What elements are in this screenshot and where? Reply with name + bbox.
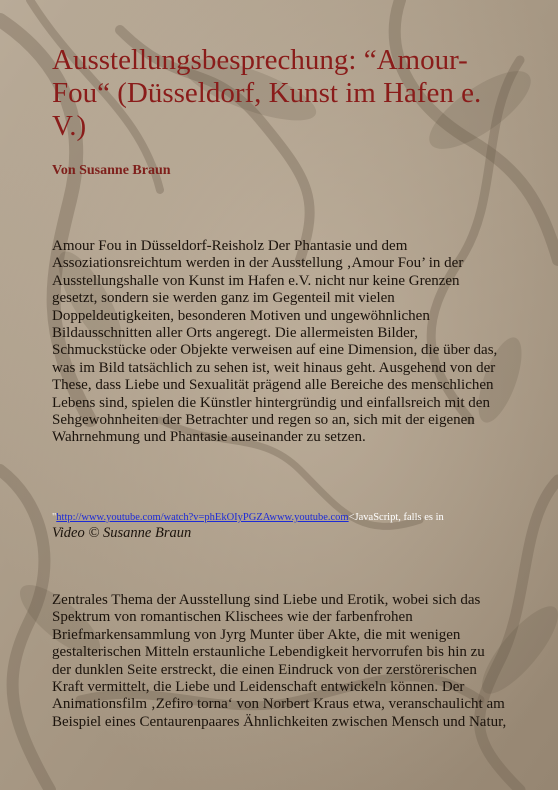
article-byline: Von Susanne Braun xyxy=(52,163,171,178)
video-fallback-text: <JavaScript, falls es in xyxy=(348,512,444,523)
video-prefix: " xyxy=(52,512,57,523)
article-paragraph-2: Zentrales Thema der Ausstellung sind Liebe und Erotik, wobei sich das Spektrum von romantischen Klischees wie der farbenfrohen Briefmarkensammlung von Jyrg Munter über Akte, die mit wenigen gestalterischen Mitteln erstaunliche Lebendigkeit hervorrufen bis hin zu der dunklen Seite erstreckt, die einen Eindruck von der zerstörerischen Kraft vermittelt, die Liebe und Leidenschaft entwickeln können. Der Animationsfilm ‚Zefiro torna‘ von Norbert Kraus etwa, veranschaulicht am Beispiel eines Centaurenpaares Ähnlichkeiten zwischen Mensch und Natur, xyxy=(52,592,507,730)
video-embed-line xyxy=(52,511,522,525)
article-paragraph-1: Amour Fou in Düsseldorf-Reisholz Der Phantasie und dem Assoziationsreichtum werden in der Ausstellung ‚Amour Fou’ in der Ausstellungshalle von Kunst im Hafen e.V. nicht nur keine Grenzen gesetzt, sondern sie werden ganz im Gegenteil mit vielen Doppeldeutigkeiten, besonderen Motiven und ungewöhnlichen Bildausschnitten aller Orts angeregt. Die allermeisten Bilder, Schmuckstücke oder Objekte verweisen auf eine Dimension, die über das, was im Bild tatsächlich zu sehen ist, weit hinaus geht. Ausgehend von der These, dass Liebe und Sexualität prägend alle Bereiche des menschlichen Lebens sind, spielen die Künstler hintergründig und einfallsreich mit den Sehgewohnheiten der Betrachter und regen so an, sich mit der eigenen Wahrnehmung und Phantasie auseinander zu setzen. xyxy=(52,238,498,446)
video-caption: Video © Susanne Braun xyxy=(52,525,192,541)
video-link[interactable]: http://www.youtube.com/watch?v=phEkOIyPGZAwww.youtube.com xyxy=(56,512,349,523)
article-title: Ausstellungsbesprechung: “Amour-Fou“ (Düsseldorf, Kunst im Hafen e. V.) xyxy=(52,44,482,142)
